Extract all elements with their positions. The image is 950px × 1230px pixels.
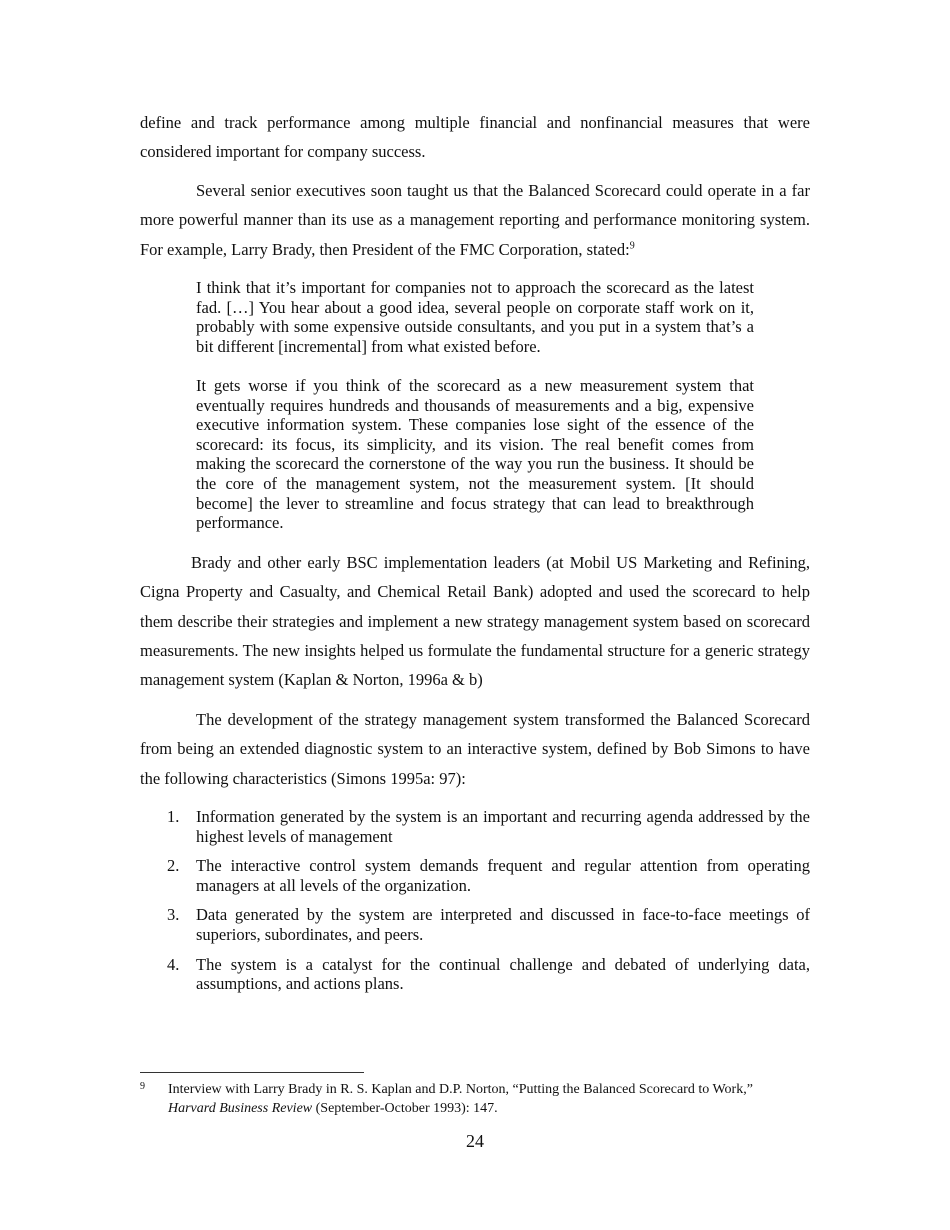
- list-item-text: Information generated by the system is an important and recurring agenda addressed by the highest levels of management: [196, 807, 810, 846]
- list-item: [140, 905, 810, 944]
- list-item: [140, 856, 810, 895]
- characteristics-list: [140, 807, 810, 994]
- paragraph-3-text: Brady and other early BSC implementation leaders (at Mobil US Marketing and Refining, Cigna Property and Casualty, and Chemical Retail Bank) adopted and used the scorecard to help them describe their strategies and implement a new strategy management system based on scorecard measurements. The new insights helped us formulate the fundamental structure for a generic strategy management system (Kaplan & Norton, 1996a & b): [140, 553, 810, 690]
- paragraph-continuation: [140, 108, 810, 167]
- list-item-number: 2.: [167, 856, 180, 876]
- block-quote-2: [196, 376, 754, 533]
- block-quote-1-text: I think that it’s important for companies not to approach the scorecard as the latest fad. […] You hear about a good idea, several people on corporate staff work on it, probably with some expensive outside consultants, and you put in a system that’s a bit different [incremental] from what existed before.: [196, 278, 754, 356]
- block-quote-1: [196, 278, 754, 356]
- list-item: [140, 955, 810, 994]
- list-item-text: The system is a catalyst for the continual challenge and debated of underlying data, assumptions, and actions plans.: [196, 954, 810, 994]
- footnote-issue: (September-October 1993): 147.: [315, 1101, 498, 1116]
- paragraph-2-text: Several senior executives soon taught us that the Balanced Scorecard could operate in a far more powerful manner than its use as a management reporting and performance monitoring system. For example, Larry Brady, then President of the FMC Corporation, stated:: [140, 181, 810, 259]
- footnote-separator: [140, 1072, 364, 1073]
- footnote: [140, 1080, 790, 1118]
- footnote-mark: 9: [140, 1081, 145, 1092]
- list-item: [140, 807, 810, 846]
- list-item-number: 4.: [167, 954, 180, 974]
- paragraph-development: [140, 705, 810, 793]
- list-item-text: The interactive control system demands frequent and regular attention from operating managers at all levels of the organization.: [196, 856, 810, 895]
- list-item-number: 3.: [167, 905, 180, 925]
- paragraph-1-text: define and track performance among multiple financial and nonfinancial measures that were considered important for company success.: [140, 113, 810, 162]
- footnote-reference[interactable]: 9: [629, 240, 635, 252]
- paragraph-brady-leaders: [140, 548, 810, 694]
- paragraph-senior-executives: [140, 176, 810, 264]
- page-number: 24: [466, 1131, 484, 1151]
- paragraph-4-text: The development of the strategy management system transformed the Balanced Scorecard from being an extended diagnostic system to an interactive system, defined by Bob Simons to have the following characteristics (Simons 1995a: 97):: [140, 710, 810, 788]
- footnote-journal-title: Harvard Business Review: [168, 1101, 313, 1116]
- list-item-number: 1.: [167, 807, 180, 826]
- footnote-text: [140, 1080, 790, 1118]
- footnote-citation: Interview with Larry Brady in R. S. Kaplan and D.P. Norton, “Putting the Balanced Scorecard to Work,”: [168, 1082, 753, 1097]
- list-item-text: Data generated by the system are interpreted and discussed in face-to-face meetings of superiors, subordinates, and peers.: [196, 905, 810, 944]
- block-quote-2-text: It gets worse if you think of the scorecard as a new measurement system that eventually requires hundreds and thousands of measurements and a big, expensive executive information system. These companies lose sight of the essence of the scorecard: its focus, its simplicity, and its vision. The real benefit comes from making the scorecard the cornerstone of the way you run the business. It should be the core of the management system, not the measurement system. [It should become] the lever to streamline and focus strategy that can lead to breakthrough performance.: [196, 376, 754, 533]
